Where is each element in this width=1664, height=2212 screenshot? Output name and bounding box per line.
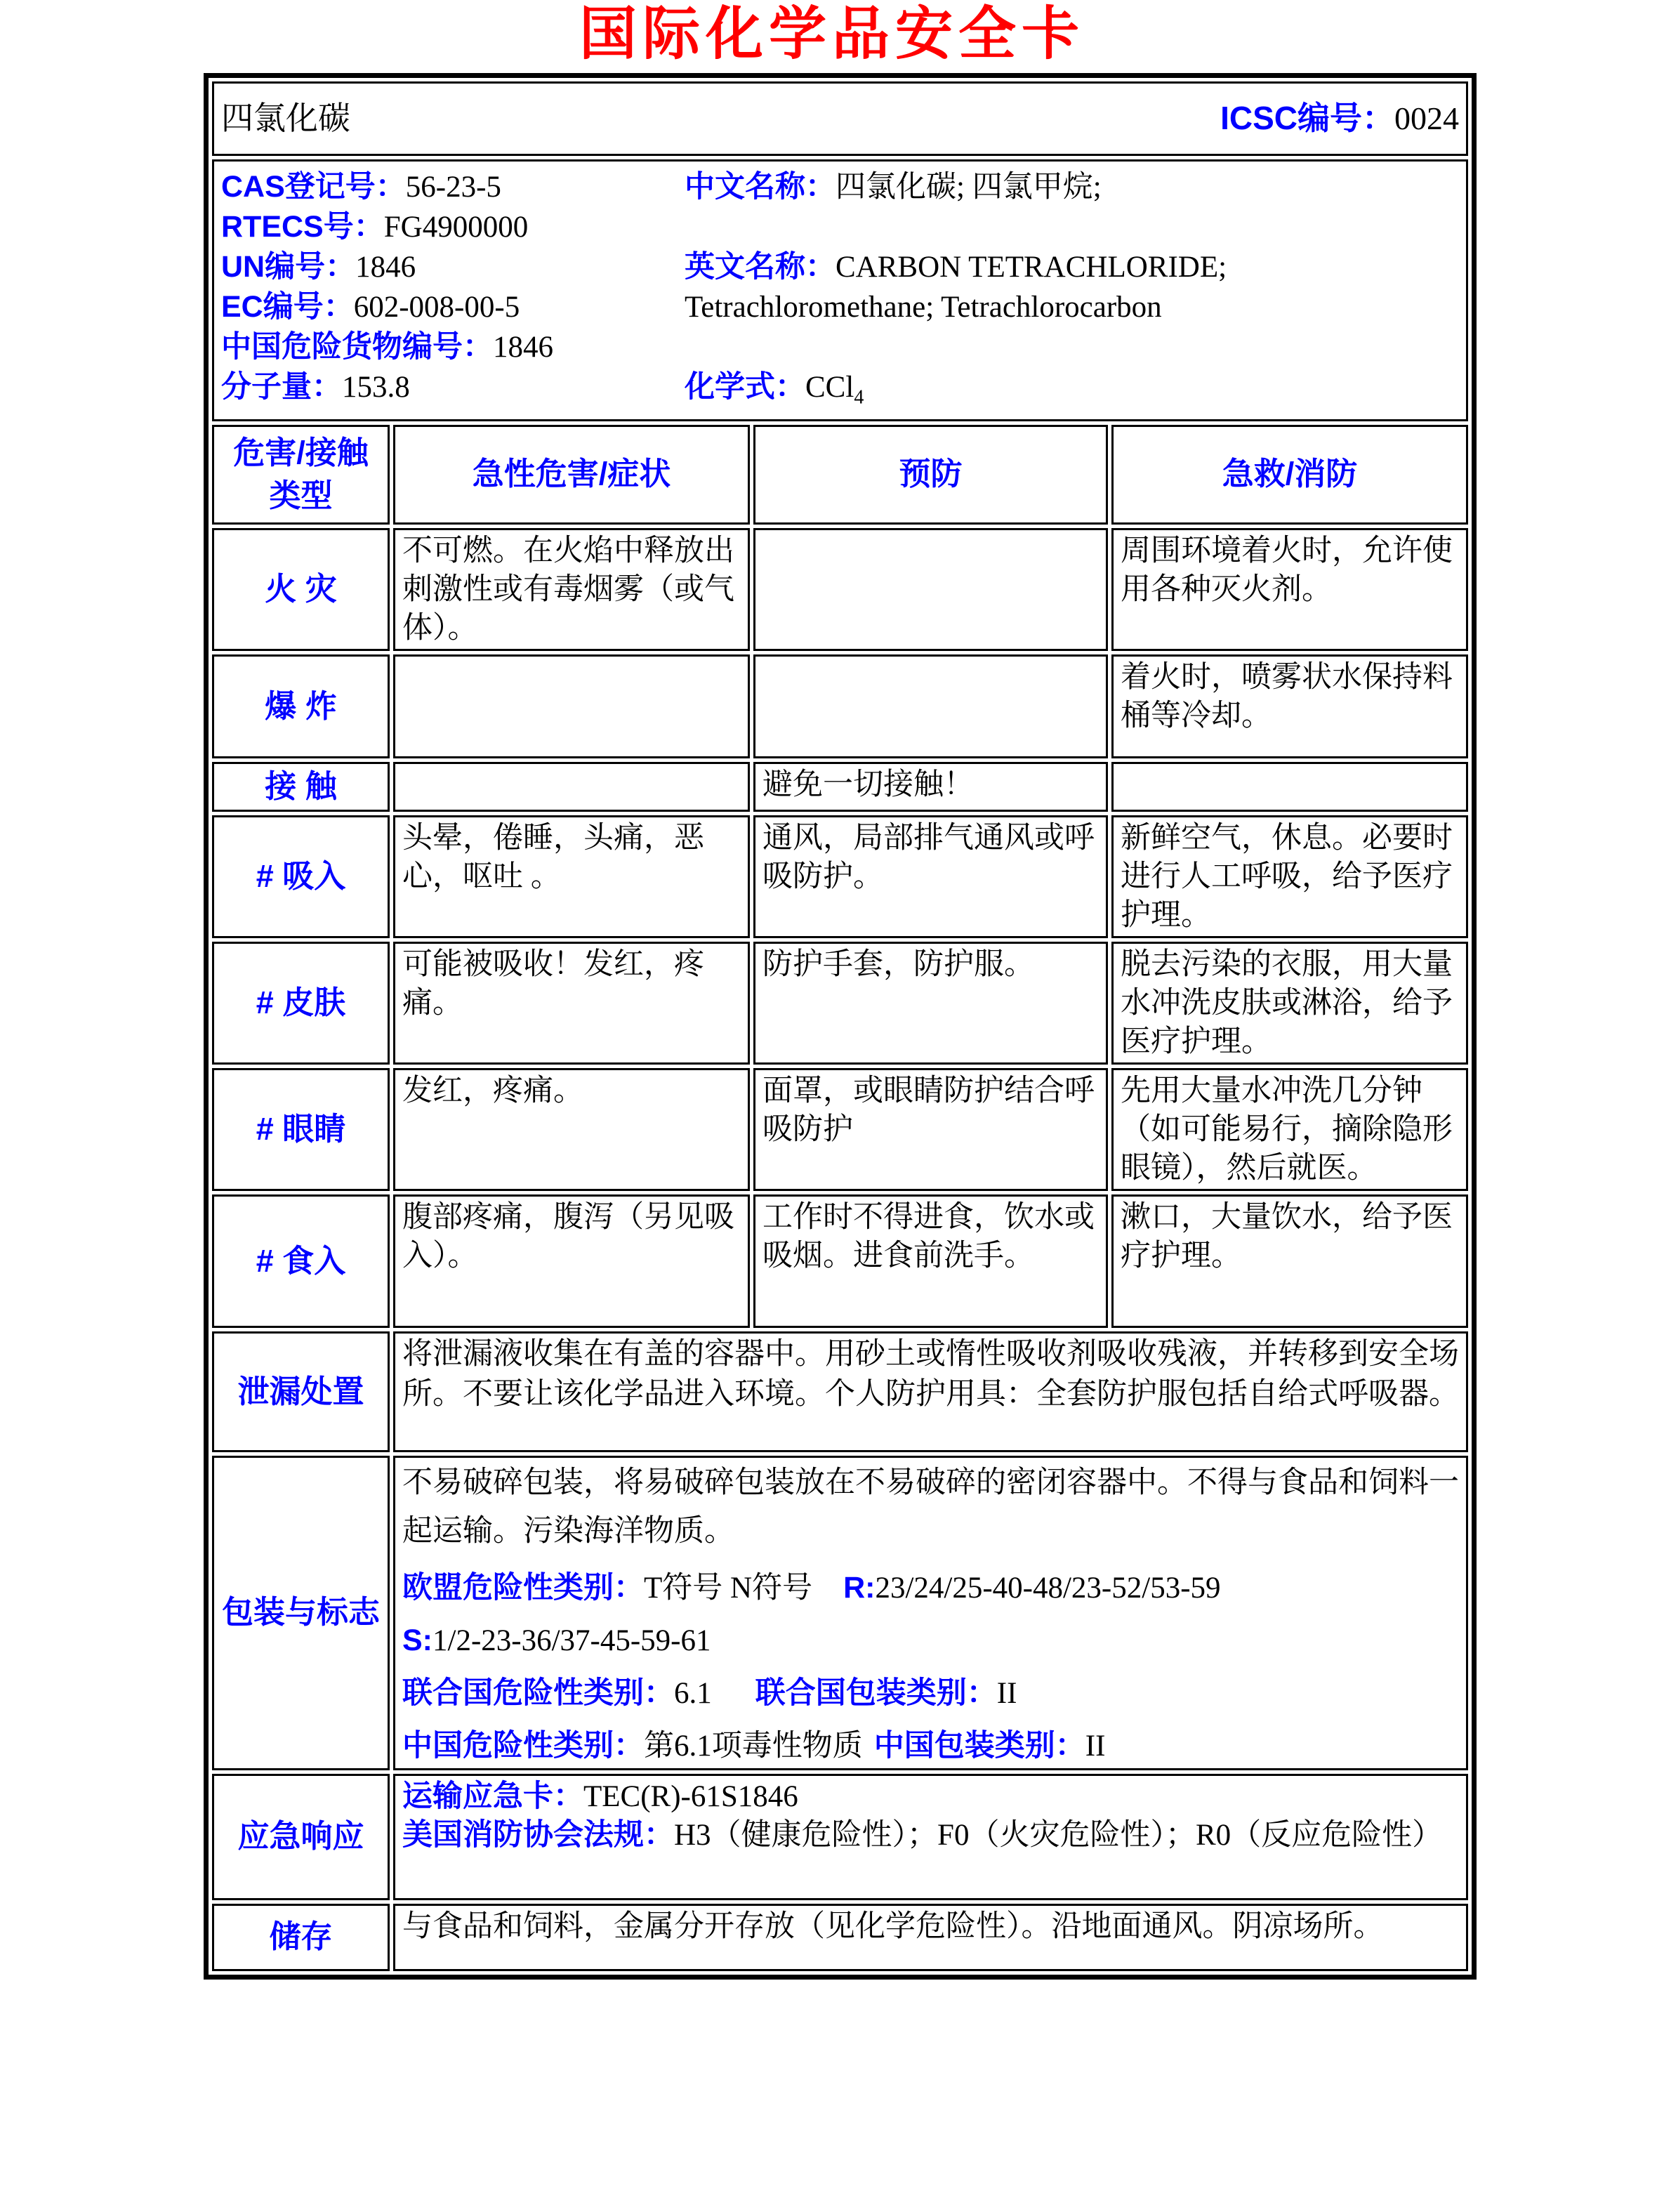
- molecular-weight-label: 分子量：: [221, 370, 342, 404]
- chinese-name-value: 四氯化碳; 四氯甲烷;: [836, 171, 1102, 204]
- symptoms-header: 急性危害/症状: [393, 425, 750, 525]
- icsc-number-group: [1220, 98, 1459, 140]
- fire-prevention: [753, 528, 1108, 651]
- un-number-line: [221, 247, 685, 287]
- english-name-label: 英文名称：: [685, 250, 836, 284]
- row-label-skin: # 皮肤: [212, 942, 390, 1065]
- nfpa-label: 美国消防协会法规：: [402, 1817, 674, 1852]
- cn-pack-group-label: 中国包装类别：: [873, 1728, 1085, 1763]
- prevention-header: 预防: [753, 425, 1108, 525]
- spill-row: [212, 1331, 1468, 1452]
- identification-cell: [212, 159, 1468, 421]
- spacer: [685, 207, 1459, 247]
- chinese-name-label: 中文名称：: [685, 170, 836, 204]
- tec-value: TEC(R)-61S1846: [583, 1779, 798, 1813]
- skin-symptoms: 可能被吸收！发红，疼痛。: [393, 942, 750, 1065]
- china-dg-number-label: 中国危险货物编号：: [221, 330, 493, 364]
- registry-numbers-block: [221, 167, 685, 418]
- hazard-row-eyes: [212, 1068, 1468, 1191]
- eu-classification-line: [402, 1567, 1459, 1609]
- packaging-row: [212, 1456, 1468, 1770]
- explosion-symptoms: [393, 654, 750, 758]
- row-label-inhalation: # 吸入: [212, 815, 390, 938]
- china-dg-number-line: [221, 327, 685, 367]
- formula-value: CCl: [805, 371, 854, 404]
- page-title: 国际化学品安全卡: [579, 2, 1085, 66]
- eyes-first-aid: 先用大量水冲洗几分钟（如可能易行，摘除隐形眼镜），然后就医。: [1111, 1068, 1468, 1191]
- hazard-type-header-line2: 类型: [269, 477, 333, 513]
- china-dg-number-value: 1846: [493, 331, 553, 364]
- ec-number-line: [221, 287, 685, 327]
- s-phrases-value: 1/2-23-36/37-45-59-61: [432, 1624, 711, 1657]
- icsc-number-label: ICSC编号：: [1220, 100, 1395, 137]
- icsc-number-value: 0024: [1394, 100, 1460, 137]
- un-classification-line: [402, 1673, 1459, 1714]
- name-cell: [212, 81, 1468, 156]
- packaging-intro: 不易破碎包装，将易破碎包装放在不易破碎的密闭容器中。不得与食品和饲料一起运输。污染海洋物质。: [402, 1466, 1459, 1548]
- cas-number-line: [221, 167, 685, 207]
- explosion-first-aid: 着火时，喷雾状水保持料桶等冷却。: [1111, 654, 1468, 758]
- row-label-spill: 泄漏处置: [212, 1331, 390, 1452]
- exposure-first-aid: [1111, 762, 1468, 812]
- hazard-row-explosion: [212, 654, 1468, 758]
- cn-classification-line: [402, 1725, 1459, 1767]
- identification-row: [212, 159, 1468, 421]
- molecular-weight-line: [221, 367, 685, 407]
- rtecs-number-value: FG4900000: [383, 211, 529, 244]
- spacer: [685, 327, 1459, 367]
- chinese-name-line: [685, 167, 1459, 207]
- english-name-value-1: CARBON TETRACHLORIDE;: [836, 251, 1227, 284]
- storage-text: 与食品和饲料，金属分开存放（见化学危险性）。沿地面通风。阴凉场所。: [393, 1904, 1468, 1971]
- chemical-names-block: [685, 167, 1459, 418]
- name-row: [212, 81, 1468, 156]
- hazard-row-exposure: [212, 762, 1468, 812]
- hazard-row-skin: [212, 942, 1468, 1065]
- un-number-value: 1846: [355, 251, 416, 284]
- cn-hazard-class-label: 中国危险性类别：: [402, 1728, 644, 1763]
- hazard-row-ingestion: [212, 1194, 1468, 1328]
- rtecs-number-line: [221, 207, 685, 247]
- hazard-row-inhalation: [212, 815, 1468, 938]
- molecular-weight-value: 153.8: [342, 371, 410, 404]
- tec-label: 运输应急卡：: [402, 1779, 583, 1813]
- hazard-type-header: [212, 425, 390, 525]
- hazard-header-row: [212, 425, 1468, 525]
- r-phrases-label: R:: [843, 1570, 876, 1605]
- ingestion-prevention: 工作时不得进食，饮水或吸烟。进食前洗手。: [753, 1194, 1108, 1328]
- un-hazard-class-label: 联合国危险性类别：: [402, 1676, 674, 1710]
- un-hazard-class-value: 6.1: [674, 1676, 712, 1710]
- skin-prevention: 防护手套，防护服。: [753, 942, 1108, 1065]
- row-label-explosion: 爆 炸: [212, 654, 390, 758]
- s-phrases-label: S:: [402, 1623, 432, 1657]
- cas-number-label: CAS登记号：: [221, 170, 406, 204]
- un-pack-group-label: 联合国包装类别：: [755, 1676, 997, 1710]
- row-label-exposure: 接 触: [212, 762, 390, 812]
- explosion-prevention: [753, 654, 1108, 758]
- icsc-document: [0, 3, 1664, 2212]
- packaging-cell: [393, 1456, 1468, 1770]
- nfpa-value: H3（健康危险性）；F0（火灾危险性）；R0（反应危险性）: [674, 1818, 1443, 1852]
- formula-line: [685, 367, 1459, 418]
- ingestion-symptoms: 腹部疼痛，腹泻（另见吸入）。: [393, 1194, 750, 1328]
- formula-subscript: 4: [854, 386, 864, 409]
- eyes-prevention: 面罩，或眼睛防护结合呼吸防护: [753, 1068, 1108, 1191]
- exposure-prevention: 避免一切接触！: [753, 762, 1108, 812]
- spill-text: 将泄漏液收集在有盖的容器中。用砂土或惰性吸收剂吸收残液，并转移到安全场所。不要让该化学品进入环境。个人防护用具：全套防护服包括自给式呼吸器。: [393, 1331, 1468, 1452]
- row-label-fire: 火 灾: [212, 528, 390, 651]
- hazard-row-fire: [212, 528, 1468, 651]
- chemical-name: 四氯化碳: [221, 100, 350, 136]
- s-phrases-line: [402, 1620, 1459, 1661]
- eu-symbols-value: T符号 N符号: [644, 1571, 813, 1605]
- r-phrases-value: 23/24/25-40-48/23-52/53-59: [875, 1571, 1221, 1605]
- ec-number-label: EC编号：: [221, 290, 354, 324]
- inhalation-prevention: 通风，局部排气通风或呼吸防护。: [753, 815, 1108, 938]
- exposure-symptoms: [393, 762, 750, 812]
- cas-number-value: 56-23-5: [405, 171, 501, 204]
- fire-symptoms: 不可燃。在火焰中释放出刺激性或有毒烟雾（或气体）。: [393, 528, 750, 651]
- row-label-packaging: 包装与标志: [212, 1456, 390, 1770]
- formula-label: 化学式：: [685, 370, 805, 404]
- icsc-card-table: [204, 73, 1477, 1980]
- storage-row: [212, 1904, 1468, 1971]
- cn-pack-group-value: II: [1085, 1729, 1106, 1763]
- row-label-emergency: 应急响应: [212, 1774, 390, 1900]
- cn-hazard-class-value: 第6.1项毒性物质: [644, 1729, 863, 1763]
- row-label-storage: 储存: [212, 1904, 390, 1971]
- rtecs-number-label: RTECS号：: [221, 210, 384, 244]
- fire-first-aid: 周围环境着火时，允许使用各种灭火剂。: [1111, 528, 1468, 651]
- inhalation-symptoms: 头晕，倦睡，头痛，恶心，呕吐 。: [393, 815, 750, 938]
- skin-first-aid: 脱去污染的衣服，用大量水冲洗皮肤或淋浴，给予医疗护理。: [1111, 942, 1468, 1065]
- first-aid-header: 急救/消防: [1111, 425, 1468, 525]
- ingestion-first-aid: 漱口，大量饮水，给予医疗护理。: [1111, 1194, 1468, 1328]
- english-name-line: [685, 247, 1459, 287]
- un-pack-group-value: II: [996, 1676, 1017, 1710]
- english-name-line-2: Tetrachloromethane; Tetrachlorocarbon: [685, 291, 1162, 324]
- emergency-cell: [393, 1774, 1468, 1900]
- ec-number-value: 602-008-00-5: [353, 291, 520, 324]
- un-number-label: UN编号：: [221, 250, 356, 284]
- eyes-symptoms: 发红，疼痛。: [393, 1068, 750, 1191]
- eu-classification-label: 欧盟危险性类别：: [402, 1570, 644, 1605]
- row-label-eyes: # 眼睛: [212, 1068, 390, 1191]
- row-label-ingestion: # 食入: [212, 1194, 390, 1328]
- nfpa-line: [402, 1816, 1459, 1855]
- tec-line: [402, 1777, 1459, 1816]
- emergency-row: [212, 1774, 1468, 1900]
- inhalation-first-aid: 新鲜空气，休息。必要时进行人工呼吸，给予医疗护理。: [1111, 815, 1468, 938]
- hazard-type-header-line1: 危害/接触: [233, 435, 369, 471]
